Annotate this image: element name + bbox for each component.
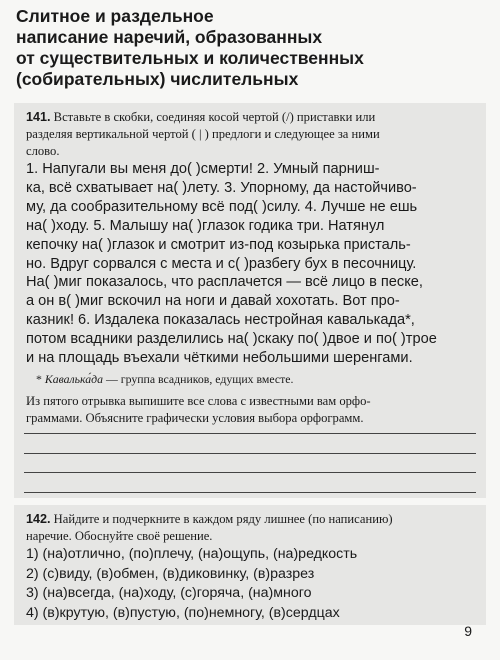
list-item: 4) (в)крутую, (в)пустую, (по)немногу, (в)сердцах (26, 604, 340, 621)
section-title (16, 6, 486, 90)
text-line: казник! 6. Издалека показалась нестройная кавалькада*, (26, 312, 415, 329)
instruction-line: разделяя вертикальной чертой ( | ) предлоги и следующее за ними (26, 127, 380, 141)
text-line: кепочку на( )глазок и смотрит из-под козырька присталь- (26, 236, 411, 253)
footnote-term: Кавалька́да (44, 372, 104, 386)
adverb-rows (26, 545, 482, 623)
writing-line (24, 492, 476, 493)
exercise-142-instruction (26, 511, 482, 545)
instruction-line: наречие. Обоснуйте своё решение. (26, 529, 213, 543)
text-line: и на площадь въехали чёткими небольшими шеренгами. (26, 350, 413, 367)
text-line: но. Вдруг сорвался с места и с( )разбегу бух в песочницу. (26, 255, 417, 272)
text-line: а он в( )миг вскочил на ноги и давай хохотать. Вот про- (26, 293, 400, 310)
exercise-141-text (26, 160, 482, 368)
list-item: 2) (с)виду, (в)обмен, (в)диковинку, (в)разрез (26, 565, 315, 582)
list-item: 1) (на)отлично, (по)плечу, (на)ощупь, (на)редкость (26, 546, 358, 562)
title-line: от существительных и количественных (16, 48, 364, 68)
task-line: Из пятого отрывка выпишите все слова с известными вам орфо- (26, 394, 371, 408)
instruction-line: слово. (26, 144, 60, 158)
writing-line (24, 433, 476, 434)
task-line: граммами. Объясните графически условия выбора орфограмм. (26, 411, 364, 425)
text-line: потом всадники разделились на( )скаку по( )двое и по( )трое (26, 331, 437, 348)
page-number: 9 (464, 623, 472, 639)
title-line: (собирательных) числительных (16, 69, 299, 89)
exercise-142 (14, 505, 486, 625)
writing-line (24, 472, 476, 473)
text-line: На( )миг показалось, что расплачется — всё лицо в песке, (26, 274, 423, 291)
text-line: му, да сообразительному всё под( )силу. 4. Лучше не ешь (26, 198, 418, 215)
writing-line (24, 453, 476, 454)
instruction-line: Найдите и подчеркните в каждом ряду лишнее (по написанию) (50, 512, 393, 526)
exercise-number: 141. (26, 110, 51, 124)
title-line: Слитное и раздельное (16, 6, 214, 26)
exercise-number: 142. (26, 512, 51, 526)
footnote: * Кавалька́да — группа всадников, едущих вместе. (36, 372, 294, 386)
text-line: 1. Напугали вы меня до( )смерти! 2. Умный парниш- (26, 161, 380, 177)
exercise-141-instruction (26, 109, 482, 160)
exercise-141-task (26, 393, 482, 427)
instruction-line: Вставьте в скобки, соединяя косой чертой (/) приставки или (50, 110, 376, 124)
exercise-141 (14, 103, 486, 498)
text-line: на( )ходу. 5. Малышу на( )глазок годика три. Натянул (26, 217, 385, 234)
list-item: 3) (на)всегда, (на)ходу, (с)горяча, (на)много (26, 585, 312, 601)
title-line: написание наречий, образованных (16, 27, 323, 47)
footnote-definition: — группа всадников, едущих вместе. (103, 372, 294, 386)
text-line: ка, всё схватывает на( )лету. 3. Упорному, да настойчиво- (26, 179, 417, 196)
